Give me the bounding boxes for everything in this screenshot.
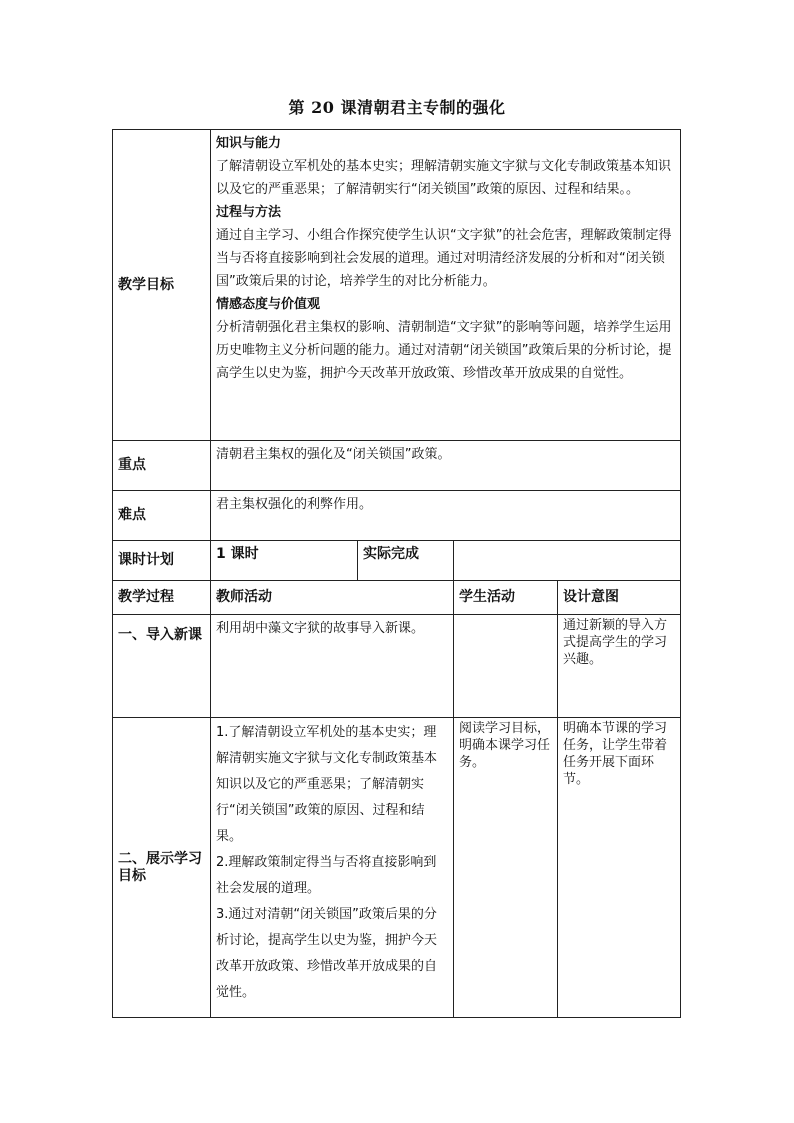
objective-heading-values: 情感态度与价值观 [216,297,321,312]
objective-heading-knowledge: 知识与能力 [216,136,282,151]
process-header-student: 学生活动 [454,581,558,615]
key-point-text: 清朝君主集权的强化及“闭关锁国”政策。 [211,441,681,491]
actual-completion-label: 实际完成 [358,541,454,581]
key-point-row [113,441,681,491]
lesson-plan-table [112,129,681,1018]
schedule-label: 课时计划 [113,541,211,581]
student-activity-intro [454,615,558,718]
design-intent-intro: 通过新颖的导入方式提高学生的学习兴趣。 [558,615,681,718]
difficulty-text: 君主集权强化的利弊作用。 [211,491,681,541]
teacher-objective-item: 1.了解清朝设立军机处的基本史实；理解清朝实施文字狱与文化专制政策基本知识以及它的严重恶果；了解清朝实行“闭关锁国”政策的原因、过程和结果。 [216,725,438,844]
objectives-row [113,130,681,441]
objectives-content [211,130,681,441]
objective-text-knowledge: 了解清朝设立军机处的基本史实；理解清朝实施文字狱与文化专制政策基本知识以及它的严重恶果；了解清朝实行“闭关锁国”政策的原因、过程和结果。。 [216,159,672,197]
process-header-stage: 教学过程 [113,581,211,615]
student-activity-objectives: 阅读学习目标，明确本课学习任务。 [454,718,558,1018]
schedule-row [113,541,681,581]
process-header-teacher: 教师活动 [211,581,454,615]
process-header-row [113,581,681,615]
teacher-objective-item: 2.理解政策制定得当与否将直接影响到社会发展的道理。 [216,855,437,896]
objectives-label: 教学目标 [113,130,211,441]
difficulty-label: 难点 [113,491,211,541]
actual-completion-value [454,541,681,581]
teacher-activity-objectives [211,718,454,1018]
stage-objectives: 二、展示学习目标 [113,718,211,1018]
difficulty-row [113,491,681,541]
key-point-label: 重点 [113,441,211,491]
teacher-activity-intro: 利用胡中藻文字狱的故事导入新课。 [211,615,454,718]
design-intent-objectives: 明确本节课的学习任务，让学生带着任务开展下面环节。 [558,718,681,1018]
stage-intro: 一、导入新课 [113,615,211,718]
teacher-objective-item: 3.通过对清朝“闭关锁国”政策后果的分析讨论，提高学生以史为鉴，拥护今天改革开放政策、珍惜改革开放成果的自觉性。 [216,907,438,1000]
process-header-intent: 设计意图 [558,581,681,615]
objective-text-values: 分析清朝强化君主集权的影响、清朝制造“文字狱”的影响等问题，培养学生运用历史唯物主义分析问题的能力。通过对清朝“闭关锁国”政策后果的分析讨论，提高学生以史为鉴，拥护今天改革开放政策、珍惜改革开放成果的自觉性。 [216,320,672,381]
schedule-value: 1 课时 [211,541,358,581]
objective-heading-process: 过程与方法 [216,205,282,220]
process-row-intro [113,615,681,718]
process-row-objectives [113,718,681,1018]
document-title: 第 20 课清朝君主专制的强化 [288,98,506,117]
objective-text-process: 通过自主学习、小组合作探究使学生认识“文字狱”的社会危害，理解政策制定得当与否将直接影响到社会发展的道理。通过对明清经济发展的分析和对“闭关锁国”政策后果的讨论，培养学生的对比分析能力。 [216,228,672,289]
